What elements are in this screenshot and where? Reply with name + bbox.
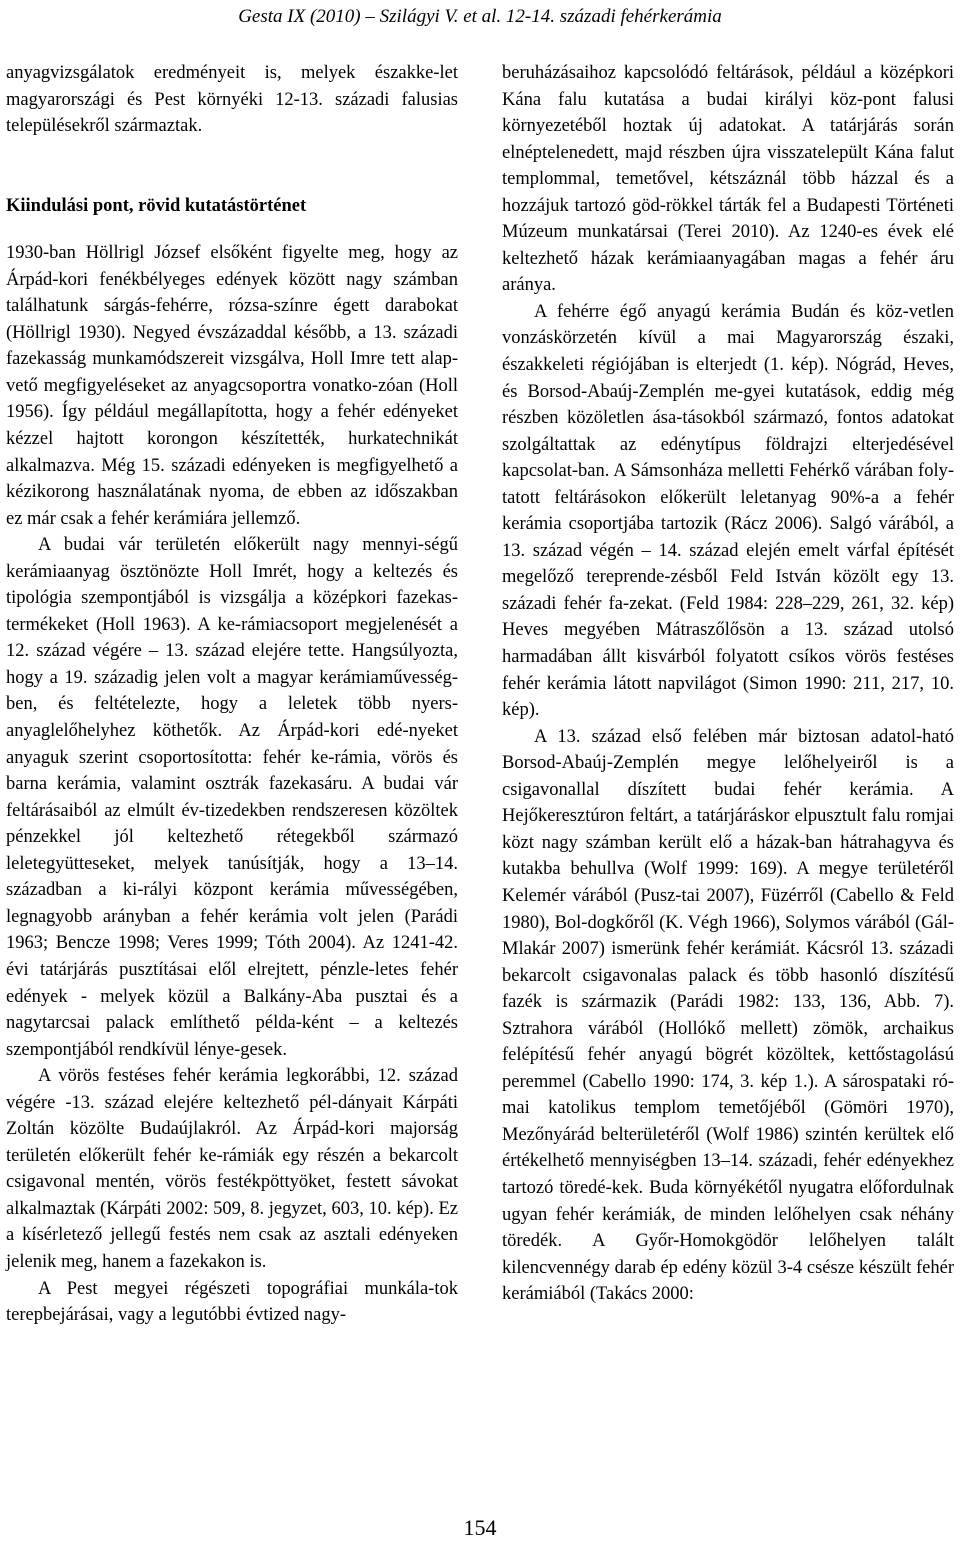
page-number: 154 — [463, 1515, 497, 1540]
right-column — [502, 60, 954, 1308]
paragraph: anyagvizsgálatok eredményeit is, melyek északke-let magyarországi és Pest környéki 12-13. századi falusias településekről származtak. — [6, 63, 458, 137]
left-column — [6, 60, 458, 1329]
paragraph: A budai vár területén előkerült nagy mennyi-ségű kerámiaanyag ösztönözte Holl Imrét, hogy a keltezés és tipológia szempontjából is vizsgálja a középkori fazekas-termékeket (Holl 1963). A ke-rámiacsoport megjelenését a 12. század végére – 13. század elejére tette. Hangsúlyozta, hogy a 19. századig jelen volt a magyar kerámiaművesség-ben, és feltételezte, hogy a leletek több nyers-anyaglelőhelyhez köthetők. Az Árpád-kori edé-nyeket anyaguk szerint csoportosította: fehér ke-rámia, vörös és barna kerámia, valamint osztrák fazekasáru. A budai vár feltárásaiból az elmúlt év-tizedekben rendszeresen közöltek pénzekkel jól keltezhető rétegekből származó leletegyütteseket, melyek tanúsítják, hogy a 13–14. században a ki-rályi központ kerámia művességében, legnagyobb arányban a fehér kerámia volt jelen (Parádi 1963; Bencze 1998; Veres 1999; Tóth 2004). Az 1241-42. évi tatárjárás pusztításai elől elrejtett, pénzle-letes fehér edények - melyek közül a Balkány-Aba pusztai és a nagytarcsai palack említhető példa-ként – a keltezés szempontjából rendkívül lénye-gesek. — [6, 535, 458, 1060]
section-heading: Kiindulási pont, rövid kutatástörténet — [6, 195, 307, 216]
paragraph: A vörös festéses fehér kerámia legkorábbi, 12. század végére -13. század elejére keltezhető pél-dányait Kárpáti Zoltán közölte Budaújlakról. Az Árpád-kori majorság területén előkerült fehér ke-rámiák egy részén a bekarcolt csigavonal mentén, vörös festékpöttyöket, festett sávokat alkalmaztak (Kárpáti 2002: 509, 8. jegyzet, 603, 10. kép). Ez a kísérletező jellegű festés nem csak az asztali edényeken jelenik meg, hanem a fazekakon is. — [6, 1066, 458, 1272]
running-header: Gesta IX (2010) – Szilágyi V. et al. 12-14. századi fehérkerámia — [238, 6, 722, 27]
paragraph: A 13. század első felében már biztosan adatol-ható Borsod-Abaúj-Zemplén megye lelőhelyeiről is a csigavonallal díszített budai fehér kerámia. A Hejőkeresztúron feltárt, a tatárjáráskor elpusztult falu romjai közt nagy számban került elő a házak-ban hátrahagyva és kutakba behullva (Wolf 1999: 169). A megye területéről Kelemér várából (Pusz-tai 2007), Füzérről (Cabello & Feld 1980), Bol-dogkőről (K. Végh 1966), Solymos várából (Gál-Mlakár 2007) ismerünk fehér kerámiát. Kácsról 13. századi bekarcolt csigavonalas palack és több hasonló díszítésű fazék is származik (Parádi 1982: 133, 136, Abb. 7). Sztrahora várából (Hollókő mellett) zömök, archaikus felépítésű fehér anyagú bögrét közöltek, kettőstagolású peremmel (Cabello 1990: 174, 3. kép 1.). A sárospataki ró-mai katolikus templom temetőjéből (Gömöri 1970), Mezőnyárád belterületéről (Wolf 1986) szintén kerültek elő értékelhető mennyiségben 13–14. századi, fehér edényekhez tartozó töredé-kek. Buda környékétől nyugatra előfordulnak ugyan fehér kerámiák, de minden lelőhelyen csak néhány töredék. A Győr-Homokgödör lelőhelyen talált kilencvennégy darab ép edény közül 3-4 csésze készült fehér kerámiából (Takács 2000: — [502, 726, 954, 1305]
paragraph: 1930-ban Höllrigl József elsőként figyelte meg, hogy az Árpád-kori fenékbélyeges edények között nagy számban találhatunk sárgás-fehérre, rózsa-színre égett darabokat (Höllrigl 1930). Negyed évszázaddal később, a 13. századi fazekasság munkamódszereit vizsgálva, Holl Imre tett alap-vető megfigyeléseket az anyagcsoportra vonatko-zóan (Holl 1956). Így például megállapította, hogy a fehér edényeket kézzel hajtott korongon készítették, hurkatechnikát alkalmazva. Még 15. századi edényeken is megfigyelhető a kézikorong használatának nyoma, de ebben az időszakban ez már csak a fehér kerámiára jellemző. — [6, 243, 458, 529]
paragraph: A Pest megyei régészeti topográfiai munkála-tok terepbejárásai, vagy a legutóbbi évtized nagy- — [6, 1278, 458, 1326]
paragraph: beruházásaihoz kapcsolódó feltárások, például a középkori Kána falu kutatása a budai királyi köz-pont falusi környezetéből hoztak új adatokat. A tatárjárás során elnéptelenedett, majd részben újra visszatelepült Kána falut templommal, temetővel, kétszáznál több házzal és a hozzájuk tartozó göd-rökkel tárták fel a Budapesti Történeti Múzeum munkatársai (Terei 2010). Az 1240-es évek elé keltezhető házak kerámiaanyagában magas a fehér áru aránya. — [502, 63, 954, 296]
paragraph: A fehérre égő anyagú kerámia Budán és köz-vetlen vonzáskörzetén kívül a mai Magyarország északi, északkeleti régiójában is elterjedt (1. kép). Nógrád, Heves, és Borsod-Abaúj-Zemplén me-gyei kutatások, eddig még részben közöletlen ása-tásokból származó, fontos adatokat szolgáltattak az edénytípus földrajzi elterjedésével kapcsolat-ban. A Sámsonháza melletti Fehérkő várában foly-tatott feltárásokon előkerült leletanyag 90%-a a fehér kerámia csoportjába tartozik (Rácz 2006). Salgó várából, a 13. század végén – 14. század elején emelt várfal építését megelőző tereprende-zésből Feld István közölt egy 13. századi fehér fa-zekat. (Feld 1984: 228–229, 261, 32. kép) Heves megyében Mátraszőlősön a 13. század utolsó harmadában állt kisvárból folyatott csíkos vörös festéses fehér kerámia látott napvilágot (Simon 1990: 211, 217, 10. kép). — [502, 301, 954, 721]
